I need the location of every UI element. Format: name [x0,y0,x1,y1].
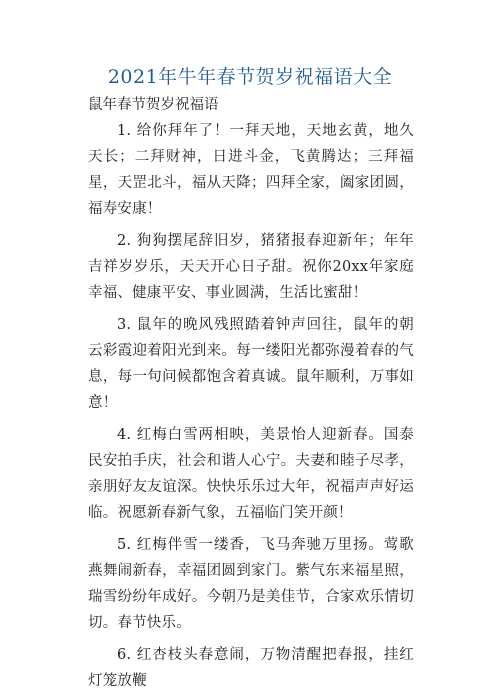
section-subtitle: 鼠年春节贺岁祝福语 [88,97,219,113]
paragraph-6: 6. 红杏枝头春意闹，万物清醒把春报，挂红灯笼放鞭 [88,647,414,689]
paragraph-list [88,118,414,700]
paragraph-5: 5. 红梅伴雪一缕香，飞马奔驰万里扬。莺歌燕舞闹新春，幸福团圆到家门。紫气东来福星照，瑞雪纷纷年成好。今朝乃是美佳节，合家欢乐情切切。春节快乐。 [88,537,414,631]
paragraph-4: 4. 红梅白雪两相映，美景怡人迎新春。国泰民安拍手庆，社会和谐人心宁。夫妻和睦子尽孝，亲朋好友友谊深。快快乐乐过大年，祝福声声好运临。祝愿新春新气象，五福临门笑开颜！ [88,427,414,521]
paragraph-1: 1. 给你拜年了！一拜天地，天地玄黄，地久天长；二拜财神，日进斗金，飞黄腾达；三拜福星，天罡北斗，福从天降；四拜全家，阖家团圆，福寿安康！ [88,123,414,217]
page-title: 2021年牛年春节贺岁祝福语大全 [107,66,393,88]
paragraph-2: 2. 狗狗摆尾辞旧岁，猪猪报春迎新年；年年吉祥岁岁乐，天天开心日子甜。祝你20xx年家庭幸福、健康平安、事业圆满，生活比蜜甜！ [88,233,414,301]
paragraph-3: 3. 鼠年的晚风残照踏着钟声回往，鼠年的朝云彩霞迎着阳光到来。每一缕阳光都弥漫着春的气息，每一句问候都饱含着真诚。鼠年顺利，万事如意！ [88,317,414,411]
